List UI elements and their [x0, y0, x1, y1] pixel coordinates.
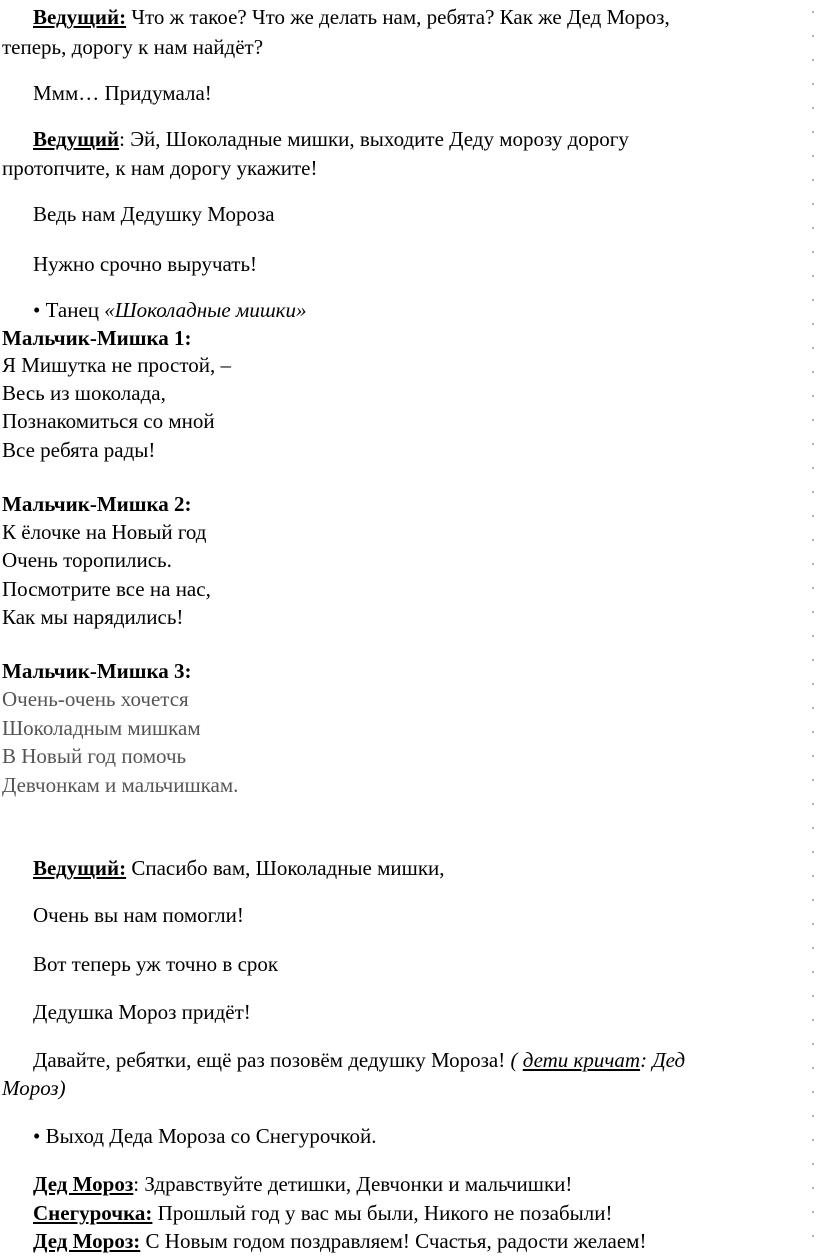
- verse-line: Все ребята рады!: [2, 438, 156, 462]
- dance-title: «Шоколадные мишки»: [104, 298, 307, 322]
- dance-item: [33, 297, 307, 323]
- verse-line: К ёлочке на Новый год: [2, 520, 207, 544]
- verse-line: Девчонкам и мальчишкам.: [2, 773, 239, 797]
- paragraph-text: С Новым годом поздравляем! Счастья, радости желаем!: [140, 1229, 647, 1253]
- paragraph-8: Вот теперь уж точно в срок: [33, 952, 279, 976]
- stage-direction-continuation: Мороз): [2, 1076, 66, 1100]
- paragraph-text: : Здравствуйте детишки, Девчонки и мальчишки!: [133, 1172, 573, 1196]
- paragraph-5: Нужно срочно выручать!: [33, 252, 258, 276]
- stage-direction-kids: дети кричат: [522, 1048, 641, 1072]
- line-ded-moroz-1: [33, 1171, 572, 1197]
- entrance-item: • Выход Деда Мороза со Снегурочкой.: [33, 1124, 377, 1148]
- verse-line: Я Мишутка не простой, –: [2, 353, 232, 377]
- paragraph-text: Давайте, ребятки, ещё раз позовём дедушку Мороза!: [33, 1048, 511, 1072]
- paragraph-10: [33, 1047, 685, 1073]
- paragraph-host-1: [33, 4, 670, 30]
- stage-direction-rest: : Дед: [640, 1048, 686, 1072]
- speaker-label: Дед Мороз:: [33, 1229, 141, 1253]
- speaker-label: Снегурочка:: [33, 1201, 153, 1225]
- verse-line: Познакомиться со мной: [2, 409, 215, 433]
- paragraph-continuation: теперь, дорогу к нам найдёт?: [2, 35, 264, 59]
- verse-line: Посмотрите все на нас,: [2, 577, 211, 601]
- bear2-heading: Мальчик-Мишка 2:: [2, 492, 192, 516]
- paragraph-7: Очень вы нам помогли!: [33, 903, 244, 927]
- line-ded-moroz-2: [33, 1228, 646, 1254]
- paragraph-host-2: [33, 126, 629, 152]
- verse-line: Очень-очень хочется: [2, 687, 189, 711]
- paragraph-text: Прошлый год у вас мы были, Никого не позабыли!: [152, 1201, 613, 1225]
- stage-direction-open: (: [510, 1048, 523, 1072]
- paragraph-9: Дедушка Мороз придёт!: [33, 1000, 251, 1024]
- line-snegurochka: [33, 1200, 612, 1226]
- margin-dotted-line: [810, 0, 816, 1257]
- bear1-heading: Мальчик-Мишка 1:: [2, 326, 192, 350]
- speaker-label: Дед Мороз: [33, 1172, 134, 1196]
- verse-line: Весь из шоколада,: [2, 381, 166, 405]
- paragraph-host-3: [33, 855, 445, 881]
- paragraph-text: Что ж такое? Что же делать нам, ребята? Как же Дед Мороз,: [126, 5, 670, 29]
- paragraph-4: Ведь нам Дедушку Мороза: [33, 202, 275, 226]
- speaker-label: Ведущий:: [33, 856, 127, 880]
- verse-line: Шоколадным мишкам: [2, 716, 201, 740]
- paragraph-continuation: протопчите, к нам дорогу укажите!: [2, 156, 318, 180]
- verse-line: Как мы нарядились!: [2, 605, 184, 629]
- dance-bullet: • Танец: [33, 298, 105, 322]
- paragraph-text: Спасибо вам, Шоколадные мишки,: [126, 856, 445, 880]
- verse-line: Очень торопились.: [2, 548, 172, 572]
- paragraph-text: : Эй, Шоколадные мишки, выходите Деду морозу дорогу: [119, 127, 629, 151]
- bear3-heading: Мальчик-Мишка 3:: [2, 659, 192, 683]
- paragraph-2: Ммм… Придумала!: [33, 81, 212, 105]
- speaker-label: Ведущий:: [33, 5, 127, 29]
- verse-line: В Новый год помочь: [2, 744, 187, 768]
- speaker-label: Ведущий: [33, 127, 120, 151]
